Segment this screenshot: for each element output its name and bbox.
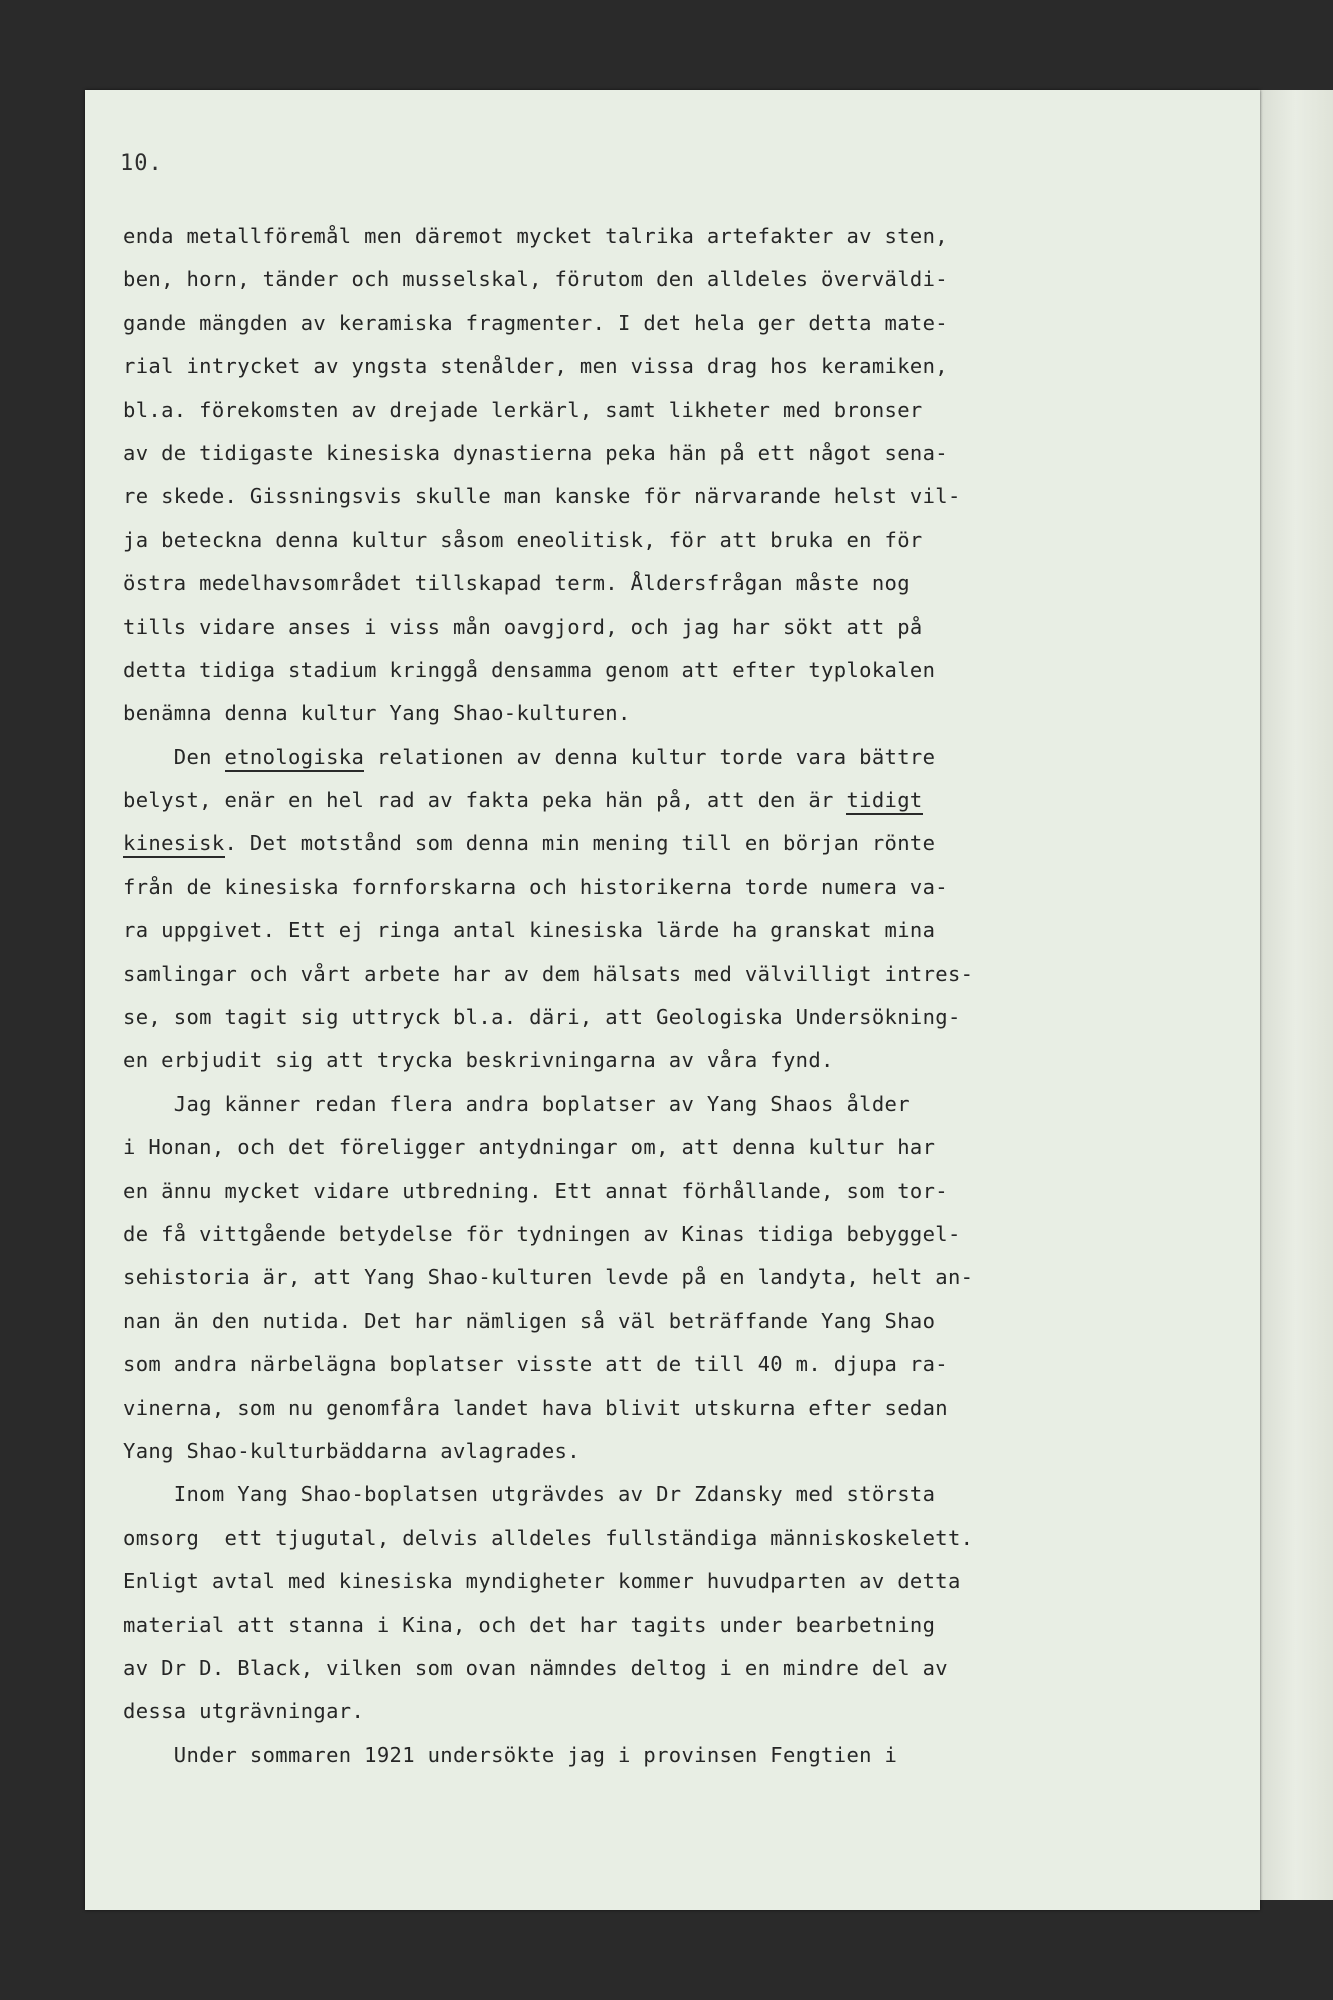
text-segment: de få vittgående betydelse för tydningen av Kinas tidiga bebyggel-: [123, 1221, 961, 1246]
text-segment: en ännu mycket vidare utbredning. Ett annat förhållande, som tor-: [123, 1178, 948, 1203]
text-segment: en erbjudit sig att trycka beskrivningarna av våra fynd.: [123, 1048, 834, 1073]
text-segment: bl.a. förekomsten av drejade lerkärl, samt likheter med bronser: [123, 397, 923, 422]
text-segment: Inom Yang Shao-boplatsen utgrävdes av Dr Zdansky med största: [123, 1482, 936, 1507]
text-line: [123, 1690, 1213, 1733]
text-line: [123, 1170, 1213, 1213]
next-page-edge: [1258, 90, 1333, 1900]
text-line: [123, 1517, 1213, 1560]
text-line: [123, 1213, 1213, 1256]
text-line: [123, 909, 1213, 952]
text-line: [123, 736, 1213, 779]
text-segment: se, som tagit sig uttryck bl.a. däri, att Geologiska Undersökning-: [123, 1005, 961, 1030]
text-segment: ben, horn, tänder och musselskal, förutom den alldeles överväldi-: [123, 267, 948, 292]
text-line: [123, 996, 1213, 1039]
text-line: [123, 1473, 1213, 1516]
text-segment: omsorg ett tjugutal, delvis alldeles fullständiga människoskelett.: [123, 1525, 974, 1550]
text-line: [123, 389, 1213, 432]
text-line: [123, 562, 1213, 605]
text-line: [123, 822, 1213, 865]
text-segment: tills vidare anses i viss mån oavgjord, och jag har sökt att på: [123, 614, 923, 639]
text-line: [123, 519, 1213, 562]
text-segment: Jag känner redan flera andra boplatser av Yang Shaos ålder: [123, 1091, 910, 1116]
text-line: [123, 1604, 1213, 1647]
text-line: [123, 866, 1213, 909]
text-segment: Under sommaren 1921 undersökte jag i provinsen Fengtien i: [123, 1742, 898, 1767]
text-segment: rial intrycket av yngsta stenålder, men vissa drag hos keramiken,: [123, 354, 948, 379]
text-line: [123, 1734, 1213, 1777]
text-segment: från de kinesiska fornforskarna och historikerna torde numera va-: [123, 874, 948, 899]
text-segment: gande mängden av keramiska fragmenter. I det hela ger detta mate-: [123, 310, 948, 335]
text-line: [123, 649, 1213, 692]
text-line: [123, 258, 1213, 301]
text-line: [123, 692, 1213, 735]
text-segment: Den: [123, 744, 225, 769]
text-line: [123, 1430, 1213, 1473]
body-text: [123, 215, 1213, 1777]
text-segment: material att stanna i Kina, och det har tagits under bearbetning: [123, 1612, 936, 1637]
text-line: [123, 432, 1213, 475]
text-segment: detta tidiga stadium kringgå densamma genom att efter typlokalen: [123, 657, 936, 682]
text-segment: ja beteckna denna kultur såsom eneolitisk, för att bruka en för: [123, 527, 923, 552]
text-segment: . Det motstånd som denna min mening till en början rönte: [224, 831, 936, 856]
text-line: [123, 1560, 1213, 1603]
text-segment: benämna denna kultur Yang Shao-kulturen.: [123, 701, 631, 726]
text-segment: re skede. Gissningsvis skulle man kanske för närvarande helst vil-: [123, 484, 961, 509]
text-line: [123, 1387, 1213, 1430]
text-segment: dessa utgrävningar.: [123, 1699, 365, 1724]
text-line: [123, 1647, 1213, 1690]
text-line: [123, 1300, 1213, 1343]
text-segment: i Honan, och det föreligger antydningar om, att denna kultur har: [123, 1135, 936, 1160]
text-segment: samlingar och vårt arbete har av dem hälsats med välvilligt intres-: [123, 961, 974, 986]
text-segment: av de tidigaste kinesiska dynastierna peka hän på ett något sena-: [123, 440, 948, 465]
text-line: [123, 475, 1213, 518]
text-segment: vinerna, som nu genomfåra landet hava blivit utskurna efter sedan: [123, 1395, 948, 1420]
text-segment: relationen av denna kultur torde vara bättre: [364, 744, 936, 769]
text-line: [123, 1256, 1213, 1299]
text-segment: enda metallföremål men däremot mycket talrika artefakter av sten,: [123, 224, 948, 248]
text-segment: Yang Shao-kulturbäddarna avlagrades.: [123, 1438, 580, 1463]
text-segment: som andra närbelägna boplatser visste att de till 40 m. djupa ra-: [123, 1352, 948, 1377]
text-line: [123, 1126, 1213, 1169]
underlined-word: kinesisk: [123, 831, 225, 858]
underlined-word: etnologiska: [225, 745, 365, 772]
text-line: [123, 1343, 1213, 1386]
text-segment: belyst, enär en hel rad av fakta peka hän på, att den är: [123, 788, 847, 813]
text-segment: östra medelhavsområdet tillskapad term. Åldersfrågan måste nog: [123, 571, 910, 596]
text-line: [123, 1083, 1213, 1126]
text-segment: sehistoria är, att Yang Shao-kulturen levde på en landyta, helt an-: [123, 1265, 974, 1290]
text-line: [123, 953, 1213, 996]
text-segment: av Dr D. Black, vilken som ovan nämndes deltog i en mindre del av: [123, 1655, 948, 1680]
text-line: [123, 215, 1213, 258]
text-segment: Enligt avtal med kinesiska myndigheter kommer huvudparten av detta: [123, 1569, 961, 1594]
text-line: [123, 1039, 1213, 1082]
text-line: [123, 302, 1213, 345]
text-line: [123, 606, 1213, 649]
text-segment: ra uppgivet. Ett ej ringa antal kinesiska lärde ha granskat mina: [123, 918, 936, 943]
text-line: [123, 779, 1213, 822]
text-segment: nan än den nutida. Det har nämligen så väl beträffande Yang Shao: [123, 1308, 936, 1333]
underlined-word: tidigt: [846, 788, 922, 815]
page-number: 10.: [120, 151, 163, 176]
text-line: [123, 345, 1213, 388]
